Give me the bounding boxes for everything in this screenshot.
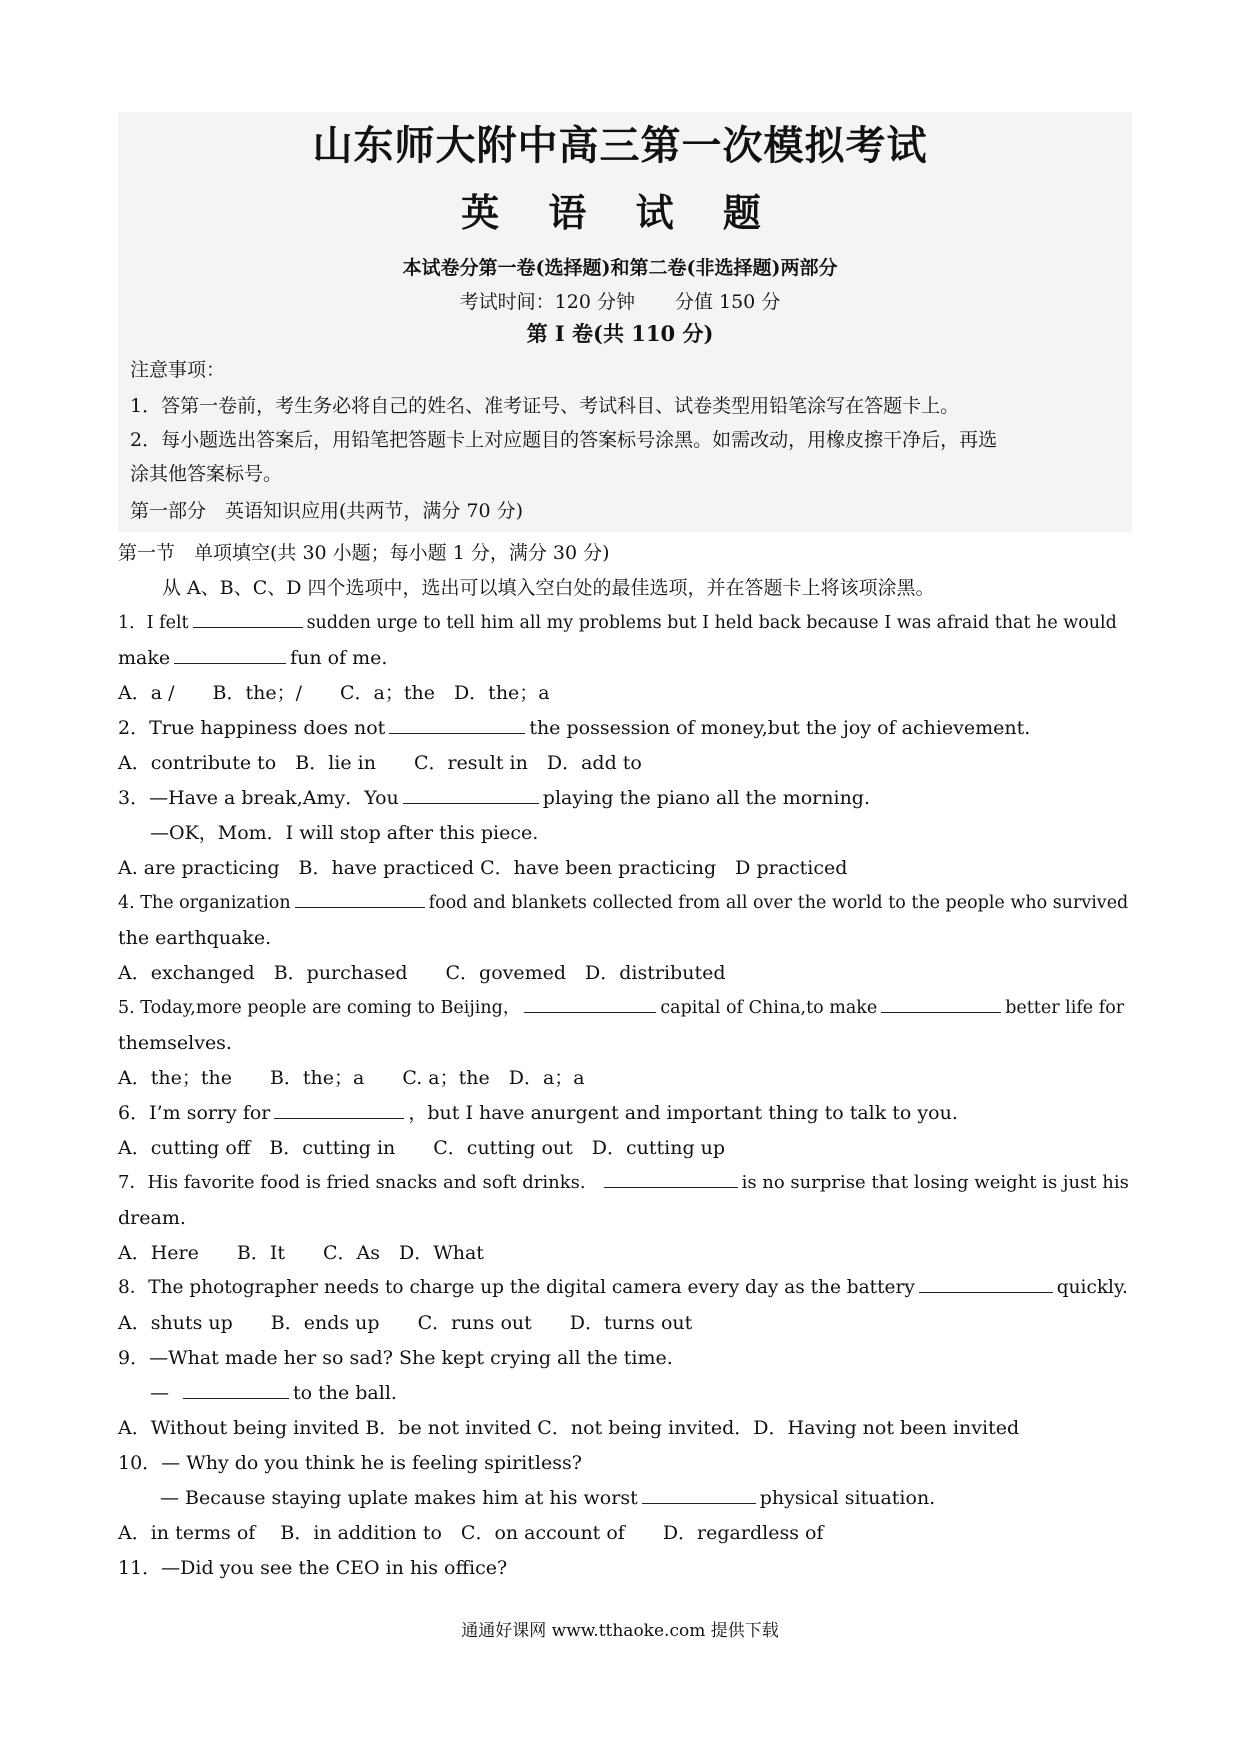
question-6: 6．I’m sorry for ，but I have anurgent and important thing to talk to you. (118, 1102, 958, 1124)
question-11: 11．—Did you see the CEO in his office? (118, 1557, 508, 1579)
question-9-options: A．Without being invited B．be not invited C．not being invited．D．Having not been invited (118, 1417, 1020, 1439)
answer-blank (642, 1485, 756, 1504)
question-6-options: A．cutting off B．cutting in C．cutting out D．cutting up (118, 1137, 726, 1159)
question-7: 7．His favorite food is fried snacks and soft drinks. is no surprise that losing weight is just his (118, 1169, 1129, 1197)
exam-description: 本试卷分第一卷(选择题)和第二卷(非选择题)两部分 (402, 257, 838, 279)
answer-blank (274, 1100, 404, 1119)
exam-subject: 英 语 试 题 (461, 190, 779, 235)
question-10-reply: — Because staying uplate makes him at his worst physical situation. (160, 1487, 936, 1509)
question-1-cont: make fun of me. (118, 647, 388, 669)
section-1-heading: 第一节 单项填空(共 30 小题；每小题 1 分，满分 30 分) (118, 542, 610, 564)
answer-blank (193, 609, 303, 628)
volume-heading: 第 I 卷(共 110 分) (526, 321, 714, 346)
question-5-cont: themselves. (118, 1032, 232, 1054)
question-10: 10．— Why do you think he is feeling spiritless? (118, 1452, 582, 1474)
question-5-options: A．the；the B．the；a C. a；the D．a；a (118, 1067, 585, 1089)
question-4: 4. The organization food and blankets collected from all over the world to the people who survived (118, 889, 1128, 917)
part-1-heading: 第一部分 英语知识应用(共两节，满分 70 分) (130, 500, 524, 522)
question-8: 8．The photographer needs to charge up the digital camera every day as the battery quickly. (118, 1274, 1128, 1302)
answer-blank (604, 1169, 738, 1188)
exam-time: 考试时间：120 分钟 (459, 291, 635, 313)
notice-item-2: 2．每小题选出答案后，用铅笔把答题卡上对应题目的答案标号涂黑。如需改动，用橡皮擦干净后，再选 (130, 429, 998, 451)
exam-score: 分值 150 分 (674, 291, 781, 313)
answer-blank (881, 994, 1001, 1013)
exam-timing (0, 289, 1240, 315)
question-3-options: A. are practicing B．have practiced C．have been practicing D practiced (118, 857, 848, 879)
question-4-cont: the earthquake. (118, 927, 272, 949)
question-7-cont: dream. (118, 1207, 186, 1229)
question-1: 1．I felt sudden urge to tell him all my problems but I held back because I was afraid that he would (118, 609, 1117, 637)
answer-blank (524, 994, 656, 1013)
question-5: 5. Today,more people are coming to Beijing， capital of China,to make better life for (118, 994, 1124, 1022)
answer-blank (174, 645, 286, 664)
question-8-options: A．shuts up B．ends up C．runs out D．turns out (118, 1312, 693, 1334)
question-7-options: A．Here B．It C．As D．What (118, 1242, 484, 1264)
answer-blank (389, 715, 525, 734)
question-1-options: A．a / B．the；/ C．a；the D．the；a (118, 682, 550, 704)
question-10-options: A．in terms of B．in addition to C．on account of D．regardless of (118, 1522, 824, 1544)
notice-heading: 注意事项： (130, 359, 226, 381)
question-9-reply: — to the ball. (150, 1382, 397, 1404)
question-2-options: A．contribute to B．lie in C．result in D．add to (118, 752, 642, 774)
answer-blank (403, 785, 539, 804)
question-2: 2．True happiness does not the possession of money,but the joy of achievement. (118, 717, 1031, 739)
question-3: 3．—Have a break,Amy．You playing the piano all the morning. (118, 787, 871, 809)
answer-blank (183, 1380, 289, 1399)
question-4-options: A．exchanged B．purchased C．govemed D．distributed (118, 962, 726, 984)
footer-credit: 通通好课网 www.tthaoke.com 提供下载 (461, 1621, 779, 1641)
section-1-instruction: 从 A、B、C、D 四个选项中，选出可以填入空白处的最佳选项，并在答题卡上将该项涂黑。 (162, 577, 935, 599)
question-3-reply: —OK，Mom．I will stop after this piece. (150, 822, 539, 844)
notice-item-1: 1．答第一卷前，考生务必将自己的姓名、准考证号、考试科目、试卷类型用铅笔涂写在答题卡上。 (130, 395, 960, 417)
notice-item-2-cont: 涂其他答案标号。 (130, 463, 283, 485)
answer-blank (295, 889, 425, 908)
exam-title: 山东师大附中高三第一次模拟考试 (312, 122, 928, 169)
question-9: 9．—What made her so sad? She kept crying all the time. (118, 1347, 673, 1369)
answer-blank (919, 1274, 1053, 1293)
